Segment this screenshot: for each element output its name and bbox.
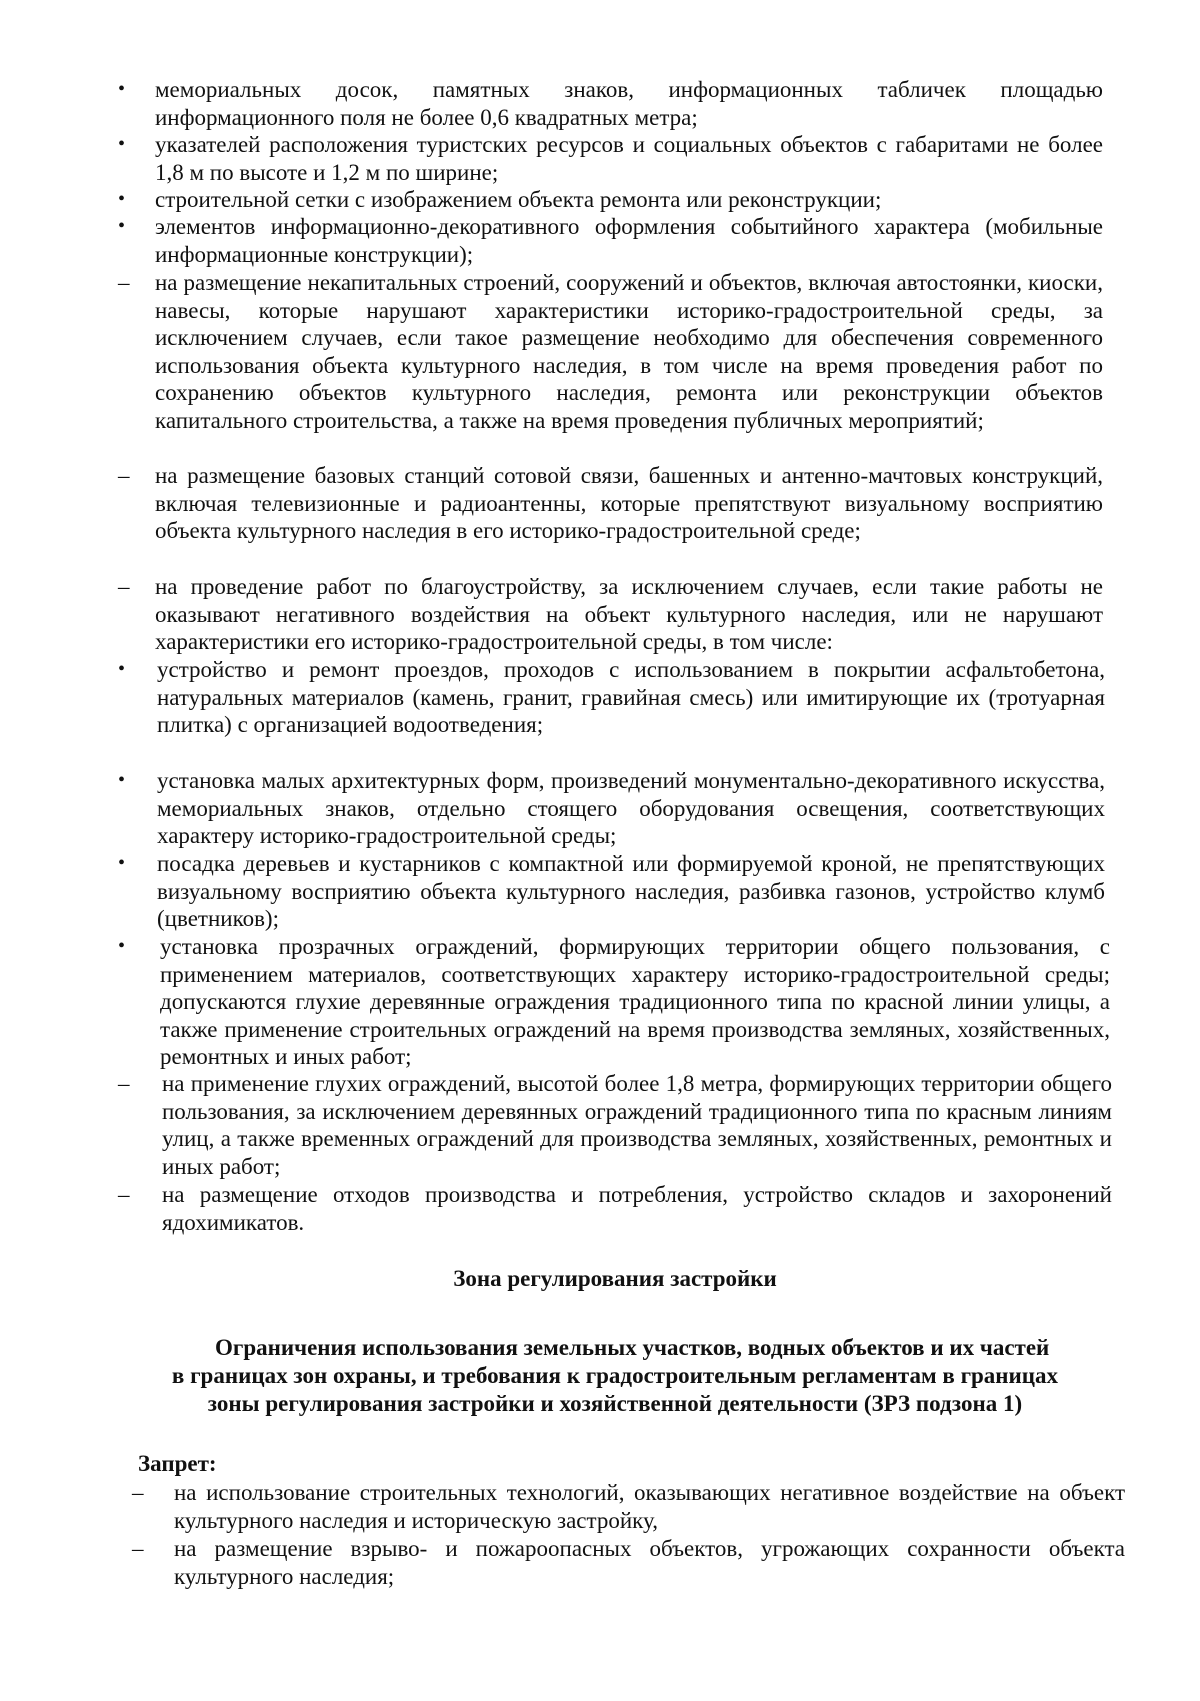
- bullet-marker: •: [118, 133, 126, 155]
- dash-marker: –: [118, 1182, 130, 1207]
- list-item: [118, 213, 1103, 268]
- dash-marker: –: [118, 1071, 130, 1096]
- list-item-text: на размещение отходов производства и потребления, устройство складов и захоронений ядохимикатов.: [162, 1182, 1112, 1235]
- list-item: [118, 850, 1105, 933]
- list-item: [118, 1070, 1112, 1180]
- list-item-text: мемориальных досок, памятных знаков, информационных табличек площадью информационного поля не более 0,6 квадратных метра;: [155, 77, 1103, 130]
- list-item-text: устройство и ремонт проездов, проходов с использованием в покрытии асфальтобетона, натуральных материалов (камень, гранит, гравийная смесь) или имитирующие их (тротуарная плитка) с организацией водоотведения;: [157, 657, 1105, 737]
- bullet-marker: •: [118, 188, 126, 210]
- restrictions-heading-line-3: зоны регулирования застройки и хозяйственной деятельности (ЗРЗ подзона 1): [207, 1391, 1023, 1416]
- list-item-text: строительной сетки с изображением объекта ремонта или реконструкции;: [155, 187, 882, 212]
- list-item-text: на размещение некапитальных строений, сооружений и объектов, включая автостоянки, киоски, навесы, которые нарушают характеристики историко-градостроительной среды, за исключением случаев, если такое размещение необходимо для обеспечения современного использования объекта культурного наследия, в том числе на время проведения работ по сохранению объектов культурного наследия, ремонта или реконструкции объектов капитального строительства, а также на время проведения публичных мероприятий;: [155, 270, 1103, 433]
- list-item: [118, 656, 1105, 739]
- bullet-marker: •: [118, 769, 126, 791]
- prohibition-label: Запрет:: [138, 1451, 217, 1476]
- list-item-text: указателей расположения туристских ресурсов и социальных объектов с габаритами не более 1,8 м по высоте и 1,2 м по ширине;: [155, 132, 1103, 185]
- list-item-text: посадка деревьев и кустарников с компактной или формируемой кроной, не препятствующих визуальному восприятию объекта культурного наследия, разбивка газонов, устройство клумб (цветников);: [157, 851, 1105, 931]
- list-item: [118, 269, 1103, 434]
- list-item: [118, 131, 1103, 186]
- dash-marker: –: [118, 463, 130, 488]
- list-item-text: установка малых архитектурных форм, произведений монументально-декоративного искусства, мемориальных знаков, отдельно стоящего оборудования освещения, соответствующих характеру историко-градостроительной среды;: [157, 768, 1105, 848]
- dash-marker: –: [118, 574, 130, 599]
- prohibition-item-text: на использование строительных технологий, оказывающих негативное воздействие на объект культурного наследия и историческую застройку,: [174, 1480, 1125, 1533]
- dash-marker: –: [132, 1480, 144, 1505]
- prohibition-item: [132, 1479, 1125, 1534]
- list-item-text: установка прозрачных ограждений, формирующих территории общего пользования, с применением материалов, соответствующих характеру историко-градостроительной среды; допускаются глухие деревянные ограждения традиционного типа по красной линии улицы, а также применение строительных ограждений на время производства земляных, хозяйственных, ремонтных и иных работ;: [160, 934, 1110, 1069]
- bullet-marker: •: [118, 658, 126, 680]
- restrictions-heading-line-2: в границах зон охраны, и требования к градостроительным регламентам в границах: [171, 1363, 1059, 1388]
- zone-heading: Зона регулирования застройки: [453, 1266, 777, 1291]
- list-item: [118, 573, 1103, 656]
- bullet-marker: •: [118, 852, 126, 874]
- list-item: [118, 76, 1103, 131]
- list-item: [118, 462, 1103, 545]
- bullet-marker: •: [118, 935, 126, 957]
- prohibition-item: [132, 1535, 1125, 1590]
- list-item: [118, 186, 1103, 214]
- list-item-text: на применение глухих ограждений, высотой более 1,8 метра, формирующих территории общего пользования, за исключением деревянных ограждений традиционного типа по красным линиям улиц, а также временных ограждений для производства земляных, хозяйственных, ремонтных и иных работ;: [162, 1071, 1112, 1179]
- list-item-text: на проведение работ по благоустройству, за исключением случаев, если такие работы не оказывают негативного воздействия на объект культурного наследия, или не нарушают характеристики его историко-градостроительной среды, в том числе:: [155, 574, 1103, 654]
- list-item-text: на размещение базовых станций сотовой связи, башенных и антенно-мачтовых конструкций, включая телевизионные и радиоантенны, которые препятствуют визуальному восприятию объекта культурного наследия в его историко-градостроительной среде;: [155, 463, 1103, 543]
- list-item: [118, 1181, 1112, 1236]
- dash-marker: –: [132, 1536, 144, 1561]
- list-item-text: элементов информационно-декоративного оформления событийного характера (мобильные информационные конструкции);: [155, 214, 1103, 267]
- prohibition-item-text: на размещение взрыво- и пожароопасных объектов, угрожающих сохранности объекта культурного наследия;: [174, 1536, 1125, 1589]
- dash-marker: –: [118, 270, 130, 295]
- list-item: [118, 767, 1105, 850]
- bullet-marker: •: [118, 78, 126, 100]
- restrictions-heading-line-1: Ограничения использования земельных участков, водных объектов и их частей: [215, 1335, 1050, 1360]
- bullet-marker: •: [118, 215, 126, 237]
- list-item: [118, 933, 1110, 1071]
